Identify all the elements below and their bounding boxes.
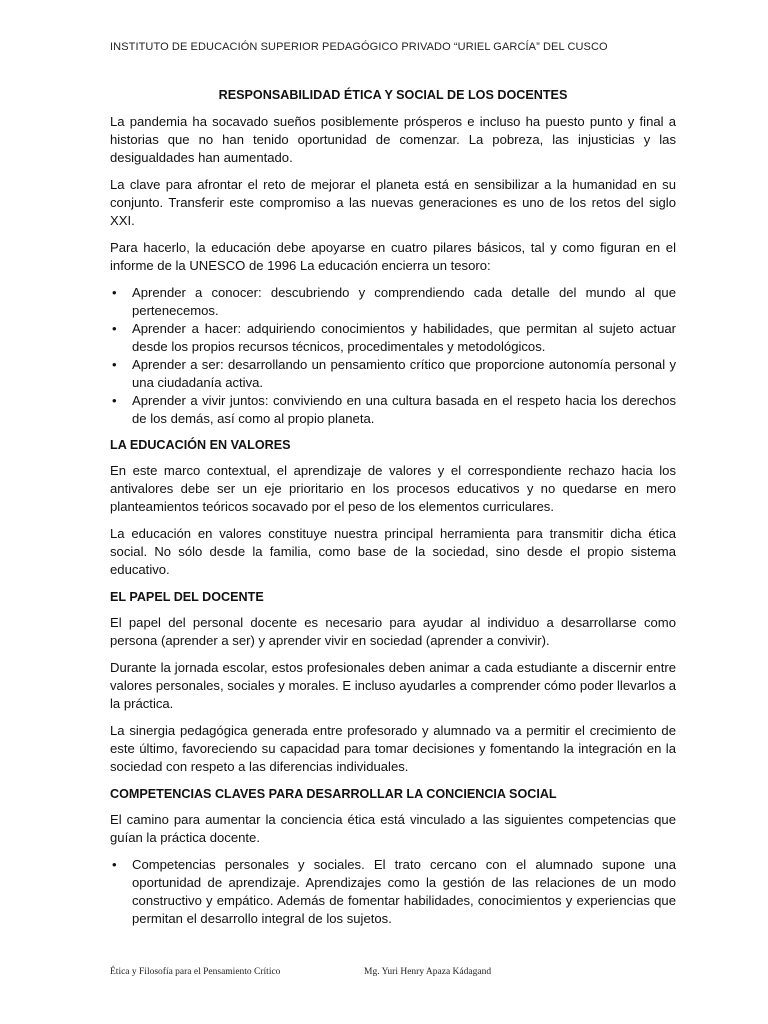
bullet-icon: • <box>112 357 117 372</box>
intro-paragraph-2: La clave para afrontar el reto de mejorar el planeta está en sensibilizar a la humanidad en su conjunto. Transferir este compromiso a las nuevas generaciones es uno de los retos del siglo XXI. <box>110 177 676 228</box>
pillar-item <box>110 356 676 392</box>
pillar-item <box>110 284 676 320</box>
pillar-text: Aprender a hacer: adquiriendo conocimientos y habilidades, que permitan al sujeto actuar desde los propios recursos técnicos, procedimentales y metodológicos. <box>132 321 676 354</box>
docente-paragraph-1: El papel del personal docente es necesario para ayudar al individuo a desarrollarse como persona (aprender a ser) y aprender vivir en sociedad (aprender a convivir). <box>110 615 676 648</box>
bullet-icon: • <box>112 857 117 872</box>
document-body <box>110 86 676 936</box>
docente-paragraph-2: Durante la jornada escolar, estos profesionales deben animar a cada estudiante a discernir entre valores personales, sociales y morales. E incluso ayudarles a comprender cómo poder llevarlos a la práctica. <box>110 660 676 711</box>
bullet-icon: • <box>112 321 117 336</box>
docente-paragraph-3: La sinergia pedagógica generada entre profesorado y alumnado va a permitir el crecimiento de este último, favoreciendo su capacidad para tomar decisiones y fomentando la integración en la sociedad con respeto a las diferencias individuales. <box>110 723 676 774</box>
intro-paragraph-1: La pandemia ha socavado sueños posiblemente prósperos e incluso ha puesto punto y final a historias que no han tenido oportunidad de comenzar. La pobreza, las injusticias y las desigualdades han aumentado. <box>110 114 676 165</box>
pillar-item <box>110 320 676 356</box>
footer-course-title: Ética y Filosofía para el Pensamiento Crítico <box>110 967 281 977</box>
section-heading-competencias: COMPETENCIAS CLAVES PARA DESARROLLAR LA CONCIENCIA SOCIAL <box>110 787 557 801</box>
valores-paragraph-1: En este marco contextual, el aprendizaje de valores y el correspondiente rechazo hacia los antivalores debe ser un eje prioritario en los procesos educativos y no quedarse en mero planteamientos teóricos socavado por el peso de los elementos curriculares. <box>110 463 676 514</box>
pillar-text: Aprender a conocer: descubriendo y comprendiendo cada detalle del mundo al que pertenecemos. <box>132 285 676 318</box>
page-footer <box>110 967 670 977</box>
bullet-icon: • <box>112 393 117 408</box>
bullet-icon: • <box>112 285 117 300</box>
valores-paragraph-2: La educación en valores constituye nuestra principal herramienta para transmitir dicha ética social. No sólo desde la familia, como base de la sociedad, sino desde el propio sistema educativo. <box>110 526 676 577</box>
competencias-paragraph-1: El camino para aumentar la conciencia ética está vinculado a las siguientes competencias que guían la práctica docente. <box>110 812 676 845</box>
section-heading-valores: LA EDUCACIÓN EN VALORES <box>110 438 291 452</box>
pillars-list <box>110 284 676 428</box>
intro-paragraph-3: Para hacerlo, la educación debe apoyarse en cuatro pilares básicos, tal y como figuran en el informe de la UNESCO de 1996 La educación encierra un tesoro: <box>110 240 676 273</box>
competencias-list <box>110 856 676 928</box>
page-header: INSTITUTO DE EDUCACIÓN SUPERIOR PEDAGÓGICO PRIVADO “URIEL GARCÍA” DEL CUSCO <box>110 41 608 53</box>
competencia-text: Competencias personales y sociales. El trato cercano con el alumnado supone una oportunidad de aprendizaje. Aprendizajes como la gestión de las relaciones de un modo constructivo y empático. Además de fomentar habilidades, conocimientos y experiencias que permitan el desarrollo integral de los sujetos. <box>132 857 676 926</box>
footer-author: Mg. Yuri Henry Apaza Kádagand <box>364 967 492 977</box>
competencia-item <box>110 856 676 928</box>
pillar-text: Aprender a vivir juntos: conviviendo en una cultura basada en el respeto hacia los derechos de los demás, así como al propio planeta. <box>132 393 676 426</box>
document-title: RESPONSABILIDAD ÉTICA Y SOCIAL DE LOS DOCENTES <box>218 88 568 102</box>
section-heading-docente: EL PAPEL DEL DOCENTE <box>110 590 264 604</box>
pillar-text: Aprender a ser: desarrollando un pensamiento crítico que proporcione autonomía personal y una ciudadanía activa. <box>132 357 676 390</box>
pillar-item <box>110 392 676 428</box>
